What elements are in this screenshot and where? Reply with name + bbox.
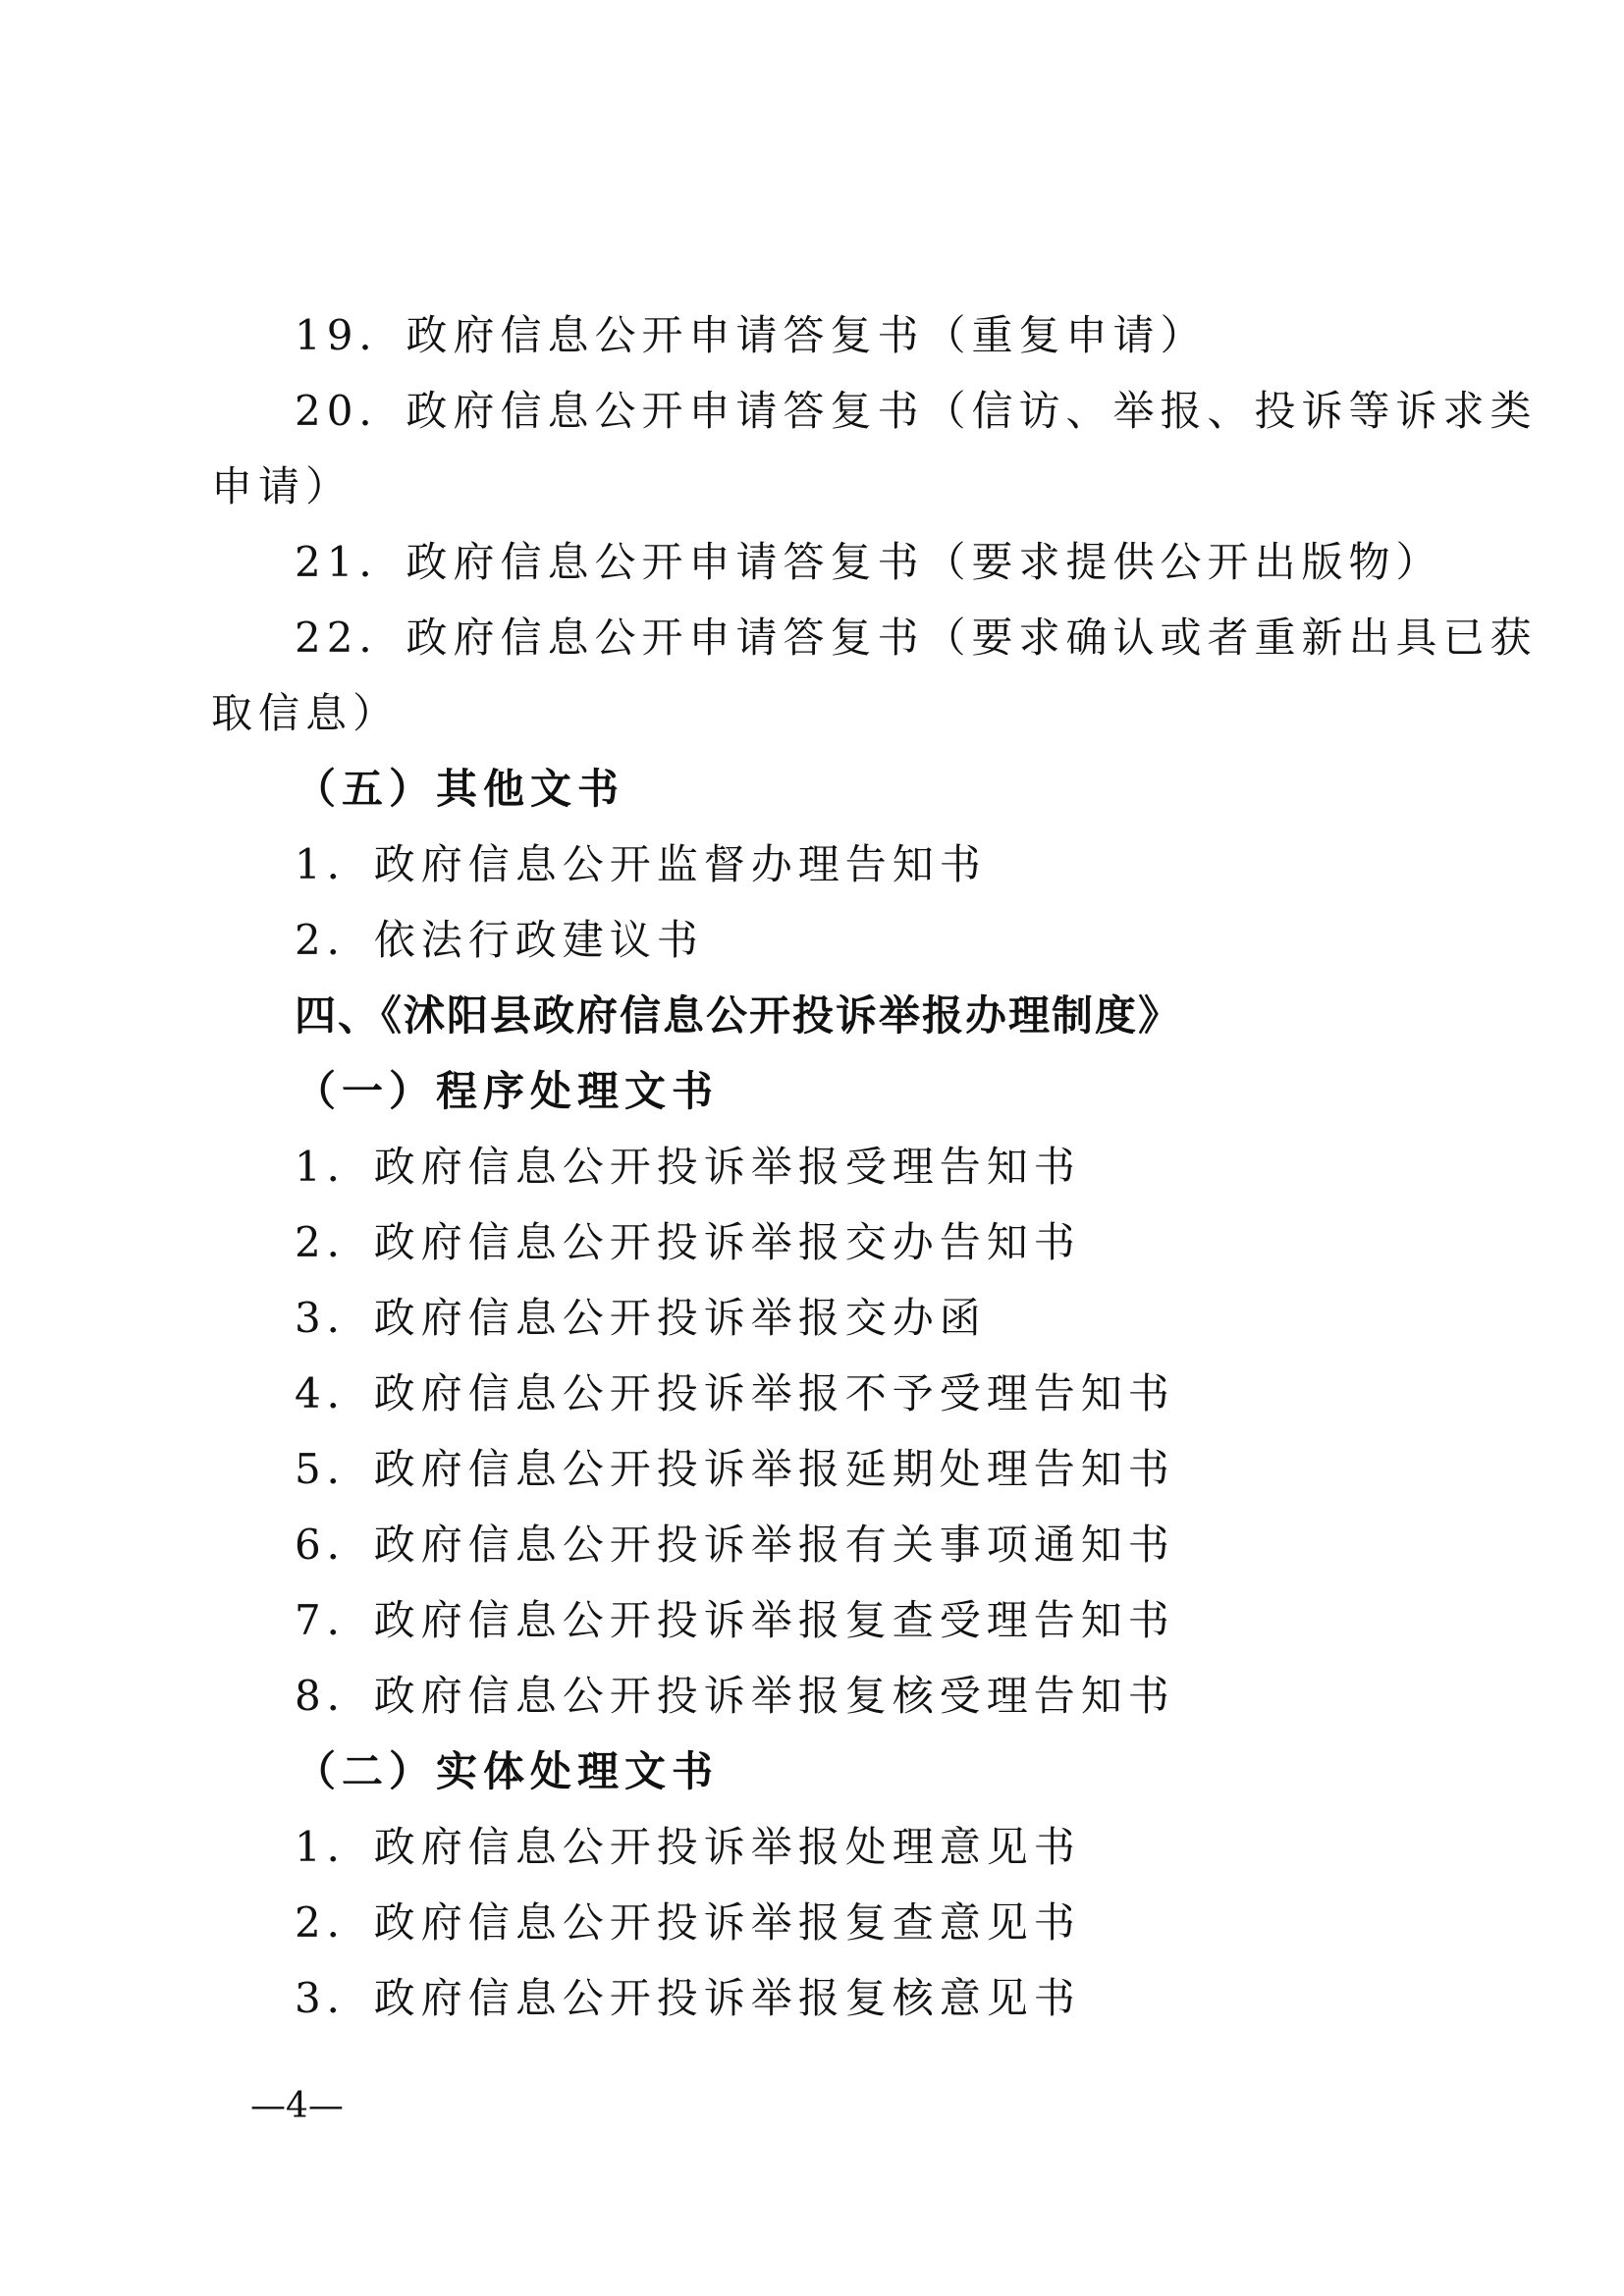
list-item-substantive-2: 2．政府信息公开投诉举报复查意见书 [295, 1898, 1081, 1947]
list-item-substantive-1: 1．政府信息公开投诉举报处理意见书 [295, 1823, 1081, 1871]
list-item-19: 19．政府信息公开申请答复书（重复申请） [295, 311, 1208, 359]
section-heading-other-documents: （五）其他文书 [295, 765, 625, 813]
section-heading-substantive-documents: （二）实体处理文书 [295, 1747, 720, 1795]
list-item-21: 21．政府信息公开申请答复书（要求提供公开出版物） [295, 538, 1443, 586]
list-item-procedure-7: 7．政府信息公开投诉举报复查受理告知书 [295, 1596, 1175, 1644]
list-item-20-continuation: 申请） [211, 462, 353, 510]
list-item-procedure-6: 6．政府信息公开投诉举报有关事项通知书 [295, 1521, 1175, 1569]
section-heading-procedure-documents: （一）程序处理文书 [295, 1067, 720, 1115]
list-item-other-1: 1．政府信息公开监督办理告知书 [295, 840, 987, 888]
list-item-22-continuation: 取信息） [211, 689, 401, 737]
list-item-procedure-4: 4．政府信息公开投诉举报不予受理告知书 [295, 1369, 1175, 1417]
chapter-heading-complaint-system: 四、《沭阳县政府信息公开投诉举报办理制度》 [295, 991, 1182, 1040]
list-item-procedure-5: 5．政府信息公开投诉举报延期处理告知书 [295, 1445, 1175, 1493]
list-item-other-2: 2．依法行政建议书 [295, 916, 704, 964]
list-item-substantive-3: 3．政府信息公开投诉举报复核意见书 [295, 1974, 1081, 2022]
list-item-22: 22．政府信息公开申请答复书（要求确认或者重新出具已获 [295, 614, 1538, 662]
list-item-procedure-1: 1．政府信息公开投诉举报受理告知书 [295, 1143, 1081, 1191]
page-number: —4— [250, 2086, 344, 2126]
list-item-procedure-2: 2．政府信息公开投诉举报交办告知书 [295, 1218, 1081, 1266]
list-item-procedure-8: 8．政府信息公开投诉举报复核受理告知书 [295, 1672, 1175, 1720]
list-item-20: 20．政府信息公开申请答复书（信访、举报、投诉等诉求类 [295, 387, 1538, 435]
list-item-procedure-3: 3．政府信息公开投诉举报交办函 [295, 1294, 987, 1342]
